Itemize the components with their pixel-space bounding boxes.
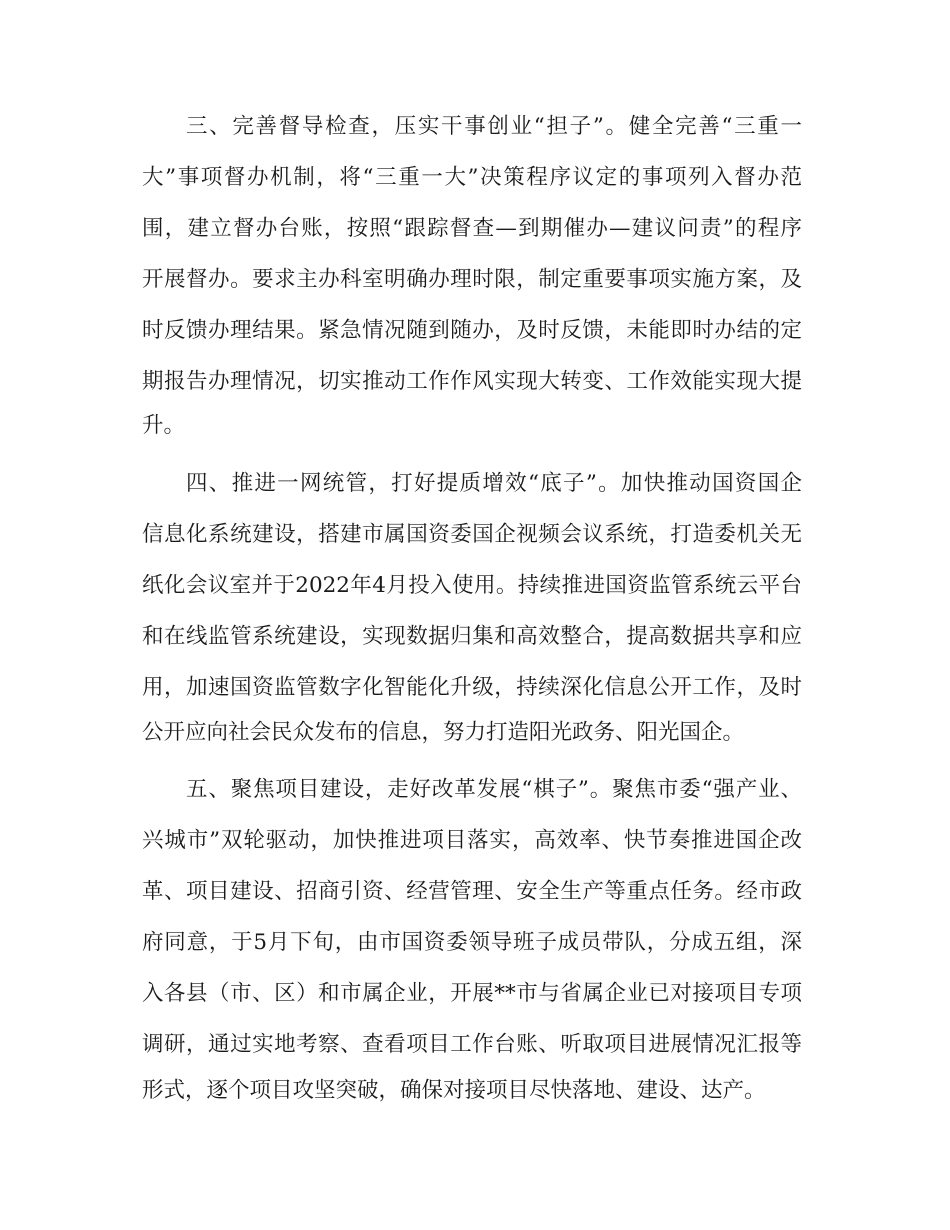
text-line: 三、完善督导检查，压实干事创业“担子”。健全完善“三重一 [186, 114, 802, 139]
text-line: 开展督办。要求主办科室明确办理时限，制定重要事项实施方案，及 [142, 267, 802, 292]
text-line: 纸化会议室并于2022年4月投入使用。持续推进国资监管系统云平台 [142, 573, 802, 598]
text-line: 革、项目建设、招商引资、经营管理、安全生产等重点任务。经市政 [142, 879, 802, 904]
text-line: 兴城市”双轮驱动，加快推进项目落实，高效率、快节奏推进国企改 [142, 828, 802, 853]
text-line: 信息化系统建设，搭建市属国资委国企视频会议系统，打造委机关无 [142, 522, 802, 547]
text-line: 大”事项督办机制，将“三重一大”决策程序议定的事项列入督办范 [142, 165, 802, 190]
text-line: 入各县（市、区）和市属企业，开展**市与省属企业已对接项目专项 [142, 981, 802, 1006]
text-line: 时反馈办理结果。紧急情况随到随办，及时反馈，未能即时办结的定 [142, 318, 802, 343]
text-line: 府同意，于5月下旬，由市国资委领导班子成员带队，分成五组，深 [142, 930, 802, 955]
text-line: 四、推进一网统管，打好提质增效“底子”。加快推动国资国企 [186, 471, 802, 496]
text-line: 围，建立督办台账，按照“跟踪督查—到期催办—建议问责”的程序 [142, 216, 802, 241]
text-line: 期报告办理情况，切实推动工作作风实现大转变、工作效能实现大提 [142, 369, 802, 394]
text-line: 形式，逐个项目攻坚突破，确保对接项目尽快落地、建设、达产。 [142, 1078, 766, 1103]
text-line: 调研，通过实地考察、查看项目工作台账、听取项目进展情况汇报等 [142, 1032, 802, 1057]
text-line: 用，加速国资监管数字化智能化升级，持续深化信息公开工作，及时 [142, 675, 802, 700]
text-line: 升。 [142, 413, 186, 438]
text-line: 和在线监管系统建设，实现数据归集和高效整合，提高数据共享和应 [142, 624, 802, 649]
text-line: 五、聚焦项目建设，走好改革发展“棋子”。聚焦市委“强产业、 [186, 777, 802, 802]
text-line: 公开应向社会民众发布的信息，努力打造阳光政务、阳光国企。 [142, 720, 745, 745]
